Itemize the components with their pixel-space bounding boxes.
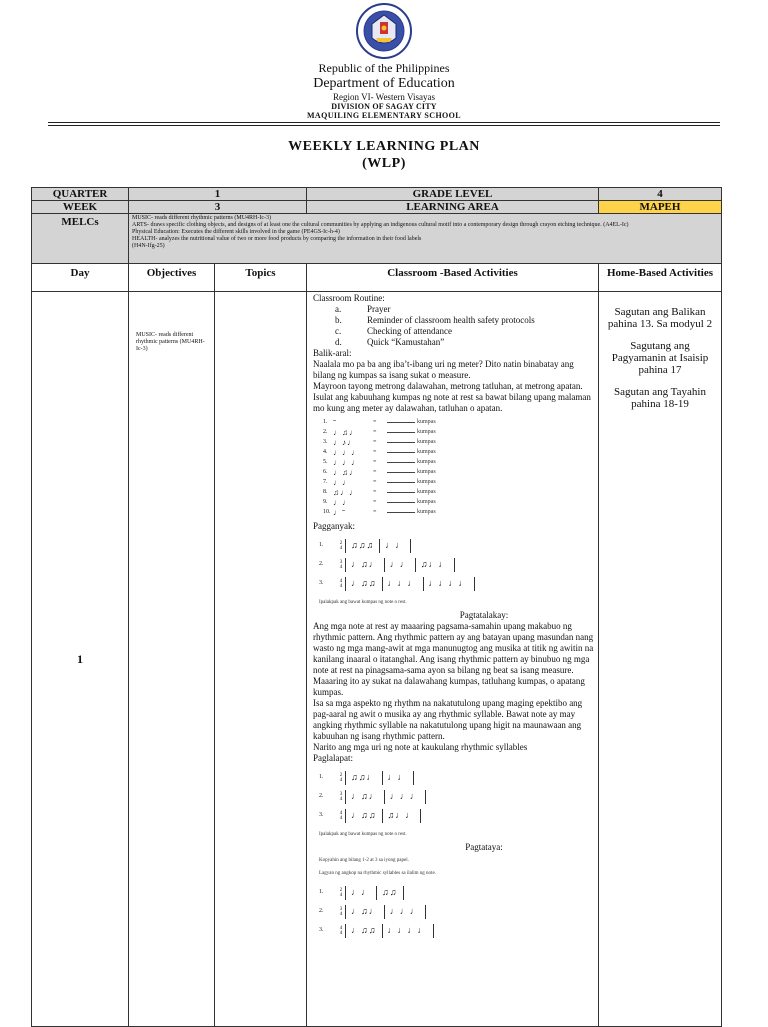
- note-row: [323, 497, 595, 507]
- note-symbols: ♩♫♩: [333, 427, 358, 437]
- measure: ♩♩: [384, 558, 415, 572]
- barline-end: [420, 809, 421, 823]
- measure: ♩♩: [379, 539, 410, 553]
- time-signature: [337, 541, 345, 551]
- equals-sign: =: [373, 468, 377, 475]
- note-row-number: 5.: [323, 458, 328, 465]
- measure: ♩♩♩♩: [382, 924, 433, 938]
- answer-blank: [387, 512, 415, 513]
- document-title: WEEKLY LEARNING PLAN: [288, 139, 480, 154]
- time-signature-top: 3: [339, 791, 343, 797]
- kumpas-label: kumpas: [417, 498, 436, 505]
- note-exercise: [323, 417, 595, 517]
- staff-line: [319, 883, 595, 902]
- time-signature: [337, 579, 345, 589]
- routine-item-marker: c.: [335, 326, 342, 336]
- note-symbols: ♩♪♩: [333, 437, 356, 447]
- balik-aral-title: Balik-aral:: [313, 348, 352, 358]
- note-row: [323, 447, 595, 457]
- time-signature-top: 4: [339, 925, 343, 931]
- equals-sign: =: [373, 438, 377, 445]
- balik-aral-text-1: Naalala mo pa ba ang iba’t-ibang uri ng meter? Dito natin binabatay ang bilang ng kumpas sa isang sukat o measure.: [313, 359, 574, 380]
- time-signature: [337, 792, 345, 802]
- objective-text: MUSIC- reads different rhythmic patterns (MU4RH-Ic-3): [129, 292, 215, 1027]
- note-row-number: 2.: [323, 428, 328, 435]
- melc-health: HEALTH- analyzes the nutritional value of two or more food products by comparing the information in their food labels: [132, 236, 422, 242]
- note-row: [323, 487, 595, 497]
- time-signature: [337, 888, 345, 898]
- melc-health-code: (H4N-Ifg-25): [132, 243, 165, 249]
- measure: ♩♫♩: [345, 558, 384, 572]
- staff-number: 3.: [319, 927, 324, 933]
- answer-blank: [387, 492, 415, 493]
- header-rule: [48, 122, 720, 123]
- note-row-number: 1.: [323, 418, 328, 425]
- staff-line: [319, 921, 595, 940]
- measure: ♩♩♩: [384, 790, 425, 804]
- week-value: 3: [129, 201, 307, 214]
- melc-pe: Physical Education: Executes the different skills involved in the game (PE4GS-Ic-h-4): [132, 229, 340, 235]
- measure: ♩♩: [382, 771, 413, 785]
- measure: ♩♫♫: [345, 809, 382, 823]
- rhythm-staff-pagganyak: [319, 536, 595, 593]
- measure: ♫♫♩: [345, 771, 382, 785]
- routine-list: [313, 304, 595, 348]
- time-signature: [337, 811, 345, 821]
- home-activity-2: Sagutang ang Pagyamanin at Isaisip pahina 17: [611, 340, 709, 376]
- staff-line: [319, 574, 595, 593]
- pagtataya-title: Pagtataya:: [465, 842, 503, 852]
- header-school: MAQUILING ELEMENTARY SCHOOL: [306, 111, 462, 120]
- routine-item: [313, 337, 595, 348]
- pagtataya-instruction-1: Kopyahin ang bilang 1-2 at 3 sa iyong papel.: [319, 858, 409, 863]
- note-symbols: ♩♩♩: [333, 457, 360, 467]
- routine-item-marker: b.: [335, 315, 342, 325]
- staff-number: 1.: [319, 889, 324, 895]
- barline-end: [403, 886, 404, 900]
- note-row: [323, 427, 595, 437]
- staff-b-caption: Ipalakpak ang bawat kumpas ng note o rest.: [319, 832, 407, 837]
- routine-item: [313, 326, 595, 337]
- time-signature-top: 2: [339, 540, 343, 546]
- equals-sign: =: [373, 448, 377, 455]
- note-row-number: 4.: [323, 448, 328, 455]
- note-row: [323, 477, 595, 487]
- time-signature-top: 3: [339, 906, 343, 912]
- kumpas-label: kumpas: [417, 508, 436, 515]
- note-row-number: 3.: [323, 438, 328, 445]
- routine-item-marker: a.: [335, 304, 342, 314]
- wlp-table: [31, 187, 722, 1027]
- staff-number: 3.: [319, 812, 324, 818]
- barline-end: [433, 924, 434, 938]
- answer-blank: [387, 422, 415, 423]
- time-signature-bottom: 4: [339, 583, 343, 589]
- routine-item-text: Quick “Kamustahan”: [367, 337, 445, 347]
- balik-aral-text-2: Mayroon tayong metrong dalawahan, metrong tatluhan, at metrong apatan.: [313, 381, 583, 391]
- rhythm-staff-pagtataya: [319, 883, 595, 940]
- time-signature-bottom: 4: [339, 815, 343, 821]
- time-signature-top: 4: [339, 810, 343, 816]
- staff-line: [319, 806, 595, 825]
- answer-blank: [387, 452, 415, 453]
- kumpas-label: kumpas: [417, 478, 436, 485]
- document-subtitle: (WLP): [362, 156, 406, 171]
- note-row-number: 9.: [323, 498, 328, 505]
- day-number: 1: [32, 292, 129, 1027]
- equals-sign: =: [373, 498, 377, 505]
- learning-area-value: MAPEH: [599, 201, 722, 214]
- staff-line: [319, 787, 595, 806]
- measure: ♩♩: [345, 886, 376, 900]
- week-label: WEEK: [32, 201, 129, 214]
- balik-aral-text-3: Isulat ang kabuuhang kumpas ng note at rest sa bawat bilang upang malaman mo kung ang meter ay dalawahan, tatluhan o apatan.: [313, 392, 591, 413]
- paglalapat-title: Paglalapat:: [313, 753, 353, 763]
- learning-area-label: LEARNING AREA: [307, 201, 599, 214]
- measure: ♩♫♫: [345, 577, 382, 591]
- answer-blank: [387, 462, 415, 463]
- grade-level-value: 4: [599, 188, 722, 201]
- quarter-value: 1: [129, 188, 307, 201]
- discussion-paragraph-3: Narito ang mga uri ng note at kaukulang rhythmic syllables: [313, 742, 528, 752]
- melc-music: MUSIC- reads different rhythmic patterns (MU4RH-Ic-3): [132, 215, 272, 221]
- note-symbols: ♩♩: [333, 477, 351, 487]
- time-signature-top: 2: [339, 887, 343, 893]
- col-home-activities: Home-Based Activities: [599, 264, 722, 292]
- answer-blank: [387, 502, 415, 503]
- note-row: [323, 507, 595, 517]
- measure: ♫♩♩: [415, 558, 454, 572]
- time-signature-top: 2: [339, 772, 343, 778]
- measure: ♩♩♩: [384, 905, 425, 919]
- measure: ♩♫♫: [345, 924, 382, 938]
- barline-end: [425, 905, 426, 919]
- time-signature-top: 4: [339, 578, 343, 584]
- measure: ♫♫: [376, 886, 403, 900]
- routine-item-text: Checking of attendance: [367, 326, 452, 336]
- time-signature-bottom: 4: [339, 564, 343, 570]
- time-signature-bottom: 4: [339, 777, 343, 783]
- pagtataya-instruction-2: Lagyan ng angkop na rhythmic syllables sa ilalim ng note.: [319, 871, 436, 876]
- kumpas-label: kumpas: [417, 468, 436, 475]
- note-row-number: 7.: [323, 478, 328, 485]
- staff-line: [319, 555, 595, 574]
- time-signature-bottom: 4: [339, 930, 343, 936]
- note-row: [323, 437, 595, 447]
- col-objectives: Objectives: [129, 264, 215, 292]
- barline-end: [454, 558, 455, 572]
- home-activities-cell: [599, 292, 722, 1027]
- routine-title: Classroom Routine:: [313, 293, 385, 303]
- pagganyak-title: Pagganyak:: [313, 521, 355, 531]
- routine-item-text: Prayer: [367, 304, 391, 314]
- note-symbols: ♩𝄻: [333, 507, 347, 517]
- measure: ♩♫♩: [345, 905, 384, 919]
- measure: ♩♫♩: [345, 790, 384, 804]
- barline-end: [474, 577, 475, 591]
- barline-end: [410, 539, 411, 553]
- header-rule-thin: [48, 125, 720, 126]
- note-row: [323, 417, 595, 427]
- note-row-number: 6.: [323, 468, 328, 475]
- answer-blank: [387, 472, 415, 473]
- equals-sign: =: [373, 508, 377, 515]
- pagtatalakay-title: Pagtatalakay:: [459, 610, 509, 620]
- routine-item: [313, 304, 595, 315]
- kumpas-label: kumpas: [417, 428, 436, 435]
- kumpas-label: kumpas: [417, 488, 436, 495]
- grade-level-label: GRADE LEVEL: [307, 188, 599, 201]
- staff-line: [319, 902, 595, 921]
- barline-end: [425, 790, 426, 804]
- note-row: [323, 457, 595, 467]
- time-signature-bottom: 4: [339, 545, 343, 551]
- discussion-paragraph-1: Ang mga note at rest ay maaaring pagsama-samahin upang makabuo ng rhythmic pattern. Ang rhythmic pattern ay ang batayan upang masundan nang wasto ng mga mang-awit at mga manunugtog ang musika at titik ng awitin na kanilang inaaral o itatanghal. Ang isang rhythmic pattern ay binubuo ng mga note at rest na pinagsama-sama ayon sa bilang ng beat sa isang measure. Maaaring ito ay sukat na dalawahang kumpas, tatluhang kumpas, o apatang kumpas.: [313, 621, 594, 697]
- equals-sign: =: [373, 418, 377, 425]
- equals-sign: =: [373, 478, 377, 485]
- time-signature-bottom: 4: [339, 796, 343, 802]
- quarter-label: QUARTER: [32, 188, 129, 201]
- staff-number: 3.: [319, 580, 324, 586]
- staff-line: [319, 536, 595, 555]
- discussion-paragraph-2: Isa sa mga aspekto ng rhythm na nakatutulong upang maging epektibo ang pag-aaral ng awit o musika ay ang rhythmic syllable. Bawat note ay may angking rhythmic syllable na nakatutulong upang higit na maunawaan ang kabuuhan ng isang rhythmic pattern.: [313, 698, 583, 741]
- kumpas-label: kumpas: [417, 458, 436, 465]
- time-signature-top: 3: [339, 559, 343, 565]
- time-signature: [337, 560, 345, 570]
- home-activity-1: Sagutan ang Balikan pahina 13. Sa modyul 2: [607, 306, 713, 330]
- note-symbols: ♩♩♩: [333, 447, 360, 457]
- time-signature: [337, 907, 345, 917]
- measure: ♩♩♩♩: [423, 577, 474, 591]
- equals-sign: =: [373, 428, 377, 435]
- header-region: Region VI- Western Visayas: [333, 92, 435, 102]
- staff-number: 2.: [319, 908, 324, 914]
- time-signature: [337, 773, 345, 783]
- barline-end: [413, 771, 414, 785]
- note-row-number: 8.: [323, 488, 328, 495]
- routine-item-text: Reminder of classroom health safety protocols: [367, 315, 535, 325]
- rhythm-staff-paglalapat: [319, 768, 595, 825]
- measure: ♫♫♫: [345, 539, 379, 553]
- note-symbols: ♩♫♩: [333, 467, 358, 477]
- col-day: Day: [32, 264, 129, 292]
- staff-number: 1.: [319, 542, 324, 548]
- note-symbols: 𝄻: [333, 417, 338, 427]
- time-signature-bottom: 4: [339, 911, 343, 917]
- kumpas-label: kumpas: [417, 438, 436, 445]
- routine-item: [313, 315, 595, 326]
- answer-blank: [387, 432, 415, 433]
- note-symbols: ♩♩: [333, 497, 351, 507]
- routine-item-marker: d.: [335, 337, 342, 347]
- answer-blank: [387, 442, 415, 443]
- note-symbols: ♫♩♩: [333, 487, 358, 497]
- equals-sign: =: [373, 488, 377, 495]
- classroom-activities-cell: [307, 292, 599, 1027]
- staff-number: 2.: [319, 561, 324, 567]
- staff-a-caption: Ipalakpak ang bawat kumpas ng note o rest.: [319, 600, 407, 605]
- deped-seal-logo: [355, 2, 413, 60]
- col-classroom-activities: Classroom -Based Activities: [307, 264, 599, 292]
- header-republic: Republic of the Philippines: [318, 61, 450, 75]
- staff-line: [319, 768, 595, 787]
- kumpas-label: kumpas: [417, 418, 436, 425]
- kumpas-label: kumpas: [417, 448, 436, 455]
- measure: ♫♩♩: [382, 809, 421, 823]
- answer-blank: [387, 482, 415, 483]
- melcs-content: [129, 214, 722, 264]
- topics-cell: [215, 292, 307, 1027]
- melc-arts: ARTS- draws specific clothing objects, and designs of at least one the cultural communities by applying an indigenous cultural motif into a contemporary design through crayon etching technique. (A4EL-Ic): [132, 222, 629, 228]
- staff-number: 1.: [319, 774, 324, 780]
- time-signature: [337, 926, 345, 936]
- measure: ♩♩♩: [382, 577, 423, 591]
- staff-number: 2.: [319, 793, 324, 799]
- note-row-number: 10.: [323, 508, 331, 515]
- melcs-label: MELCs: [32, 214, 129, 264]
- note-row: [323, 467, 595, 477]
- time-signature-bottom: 4: [339, 892, 343, 898]
- col-topics: Topics: [215, 264, 307, 292]
- home-activity-3: Sagutan ang Tayahin pahina 18-19: [614, 386, 706, 410]
- header-department: Department of Education: [313, 76, 455, 91]
- equals-sign: =: [373, 458, 377, 465]
- header-division: DIVISION OF SAGAY CITY: [331, 102, 437, 111]
